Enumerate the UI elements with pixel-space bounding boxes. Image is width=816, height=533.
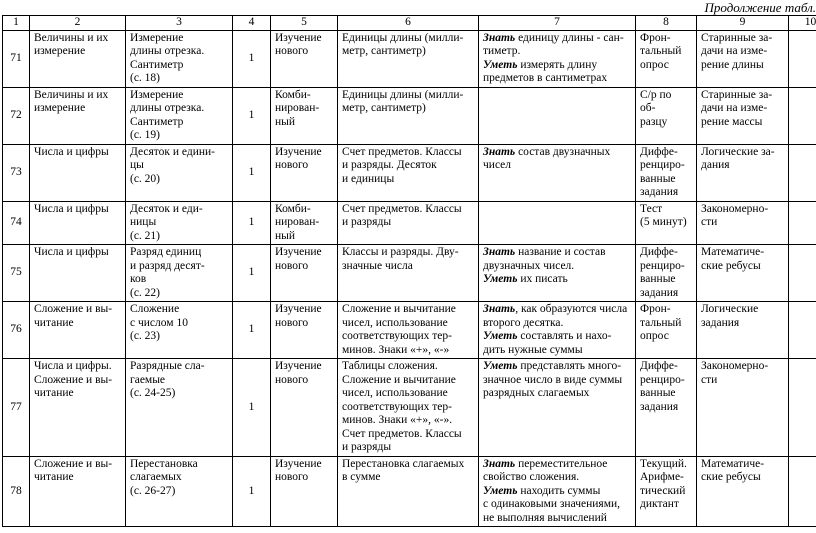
requirement-line [483, 360, 631, 374]
content-line: и разряды. Десяток [342, 159, 437, 171]
table-row [3, 30, 816, 87]
requirement-line [483, 32, 631, 46]
control-line: Фрон- [640, 31, 671, 44]
topic-line: Разряд единиц [130, 246, 202, 258]
section-line: читание [34, 316, 74, 329]
extra-line: рение длины [701, 58, 764, 71]
control-cell [636, 30, 697, 87]
requirement-keyword: Уметь [483, 330, 518, 342]
extra-line: дачи на изме- [701, 45, 768, 57]
control-line: ванные [640, 387, 676, 399]
topic-line: Перестановка [130, 457, 198, 470]
requirement-line [483, 344, 631, 358]
topic-line: (с. 24-25) [130, 387, 176, 399]
control-line: (5 минут) [640, 216, 687, 228]
col10-cell [789, 30, 816, 87]
content-line: и разряды [342, 216, 392, 228]
table-row [3, 359, 816, 457]
content-line: Счет предметов. Классы [342, 427, 462, 440]
content-line: чисел, использование [342, 387, 448, 399]
content-line: в сумме [342, 471, 381, 483]
content-cell [338, 201, 479, 245]
topic-cell [126, 144, 233, 201]
content-line: Таблицы сложения. [342, 360, 438, 372]
column-header: 4 [233, 16, 271, 31]
table-caption: Продолжение табл. [704, 0, 816, 15]
column-header: 5 [271, 16, 338, 31]
requirement-line [483, 471, 631, 485]
content-line: минов. Знаки «+», «-» [342, 343, 450, 356]
topic-line: Десяток и еди- [130, 202, 203, 215]
section-cell [30, 359, 126, 457]
extra-line: дачи на изме- [701, 102, 768, 114]
extra-cell [697, 245, 789, 302]
section-cell [30, 456, 126, 527]
extra-cell [697, 359, 789, 457]
col10-cell [789, 245, 816, 302]
col10-cell [789, 456, 816, 527]
content-cell [338, 144, 479, 201]
control-line: ванные [640, 172, 676, 185]
lesson-number-cell: 77 [3, 359, 30, 457]
lesson-type-cell [271, 144, 338, 201]
control-line: Текущий. [640, 457, 687, 470]
requirement-line [483, 59, 631, 73]
hours-cell: 1 [233, 201, 271, 245]
extra-cell [697, 201, 789, 245]
type-line: ный [275, 229, 296, 242]
content-line: чисел, использование [342, 316, 448, 329]
section-line: читание [34, 471, 74, 483]
lesson-number-cell: 72 [3, 87, 30, 144]
extra-cell [697, 302, 789, 359]
requirement-keyword: Уметь [483, 484, 518, 497]
requirement-text: не выполняя вычислений [483, 511, 607, 524]
type-line: Изучение [275, 360, 322, 372]
control-line: Диффе- [640, 246, 678, 258]
control-cell [636, 245, 697, 302]
section-cell [30, 245, 126, 302]
col10-cell [789, 144, 816, 201]
hours-cell: 1 [233, 456, 271, 527]
requirement-keyword: Знать [483, 31, 516, 44]
extra-line: дания [701, 159, 730, 171]
control-cell [636, 302, 697, 359]
requirement-line [483, 273, 631, 287]
col10-cell [789, 359, 816, 457]
column-header: 10 [789, 16, 816, 31]
lesson-type-cell [271, 87, 338, 144]
content-cell [338, 359, 479, 457]
control-line: С/р по [640, 88, 672, 101]
topic-line: Сложение [130, 303, 180, 315]
requirement-text: чисел [483, 159, 512, 171]
hours-cell: 1 [233, 359, 271, 457]
topic-cell [126, 302, 233, 359]
table-row [3, 245, 816, 302]
requirement-line [483, 246, 631, 260]
lesson-type-cell [271, 30, 338, 87]
section-line: Сложение и вы- [34, 303, 113, 315]
requirement-keyword: Уметь [483, 273, 518, 285]
topic-line: длины отрезка. [130, 45, 205, 57]
lesson-number-cell: 73 [3, 144, 30, 201]
requirement-text: их писать [517, 273, 568, 285]
control-line: ренциро- [640, 259, 685, 272]
extra-line: рение массы [701, 115, 763, 128]
control-cell [636, 359, 697, 457]
type-line: Изучение [275, 31, 322, 44]
topic-line: Измерение [130, 31, 184, 44]
content-line: соответствующих тер- [342, 330, 452, 342]
hours-cell: 1 [233, 87, 271, 144]
column-header: 9 [697, 16, 789, 31]
extra-line: ские ребусы [701, 471, 761, 483]
hours-cell: 1 [233, 30, 271, 87]
topic-line: с числом 10 [130, 316, 188, 329]
topic-line: (с. 18) [130, 72, 161, 84]
section-cell [30, 87, 126, 144]
table-row [3, 87, 816, 144]
requirement-line [483, 159, 631, 173]
requirement-text: значное число в виде суммы [483, 373, 623, 386]
topic-line: (с. 21) [130, 229, 161, 242]
section-cell [30, 144, 126, 201]
requirements-cell [479, 359, 636, 457]
content-cell [338, 245, 479, 302]
type-line: нирован- [275, 216, 320, 228]
requirement-line [483, 303, 631, 317]
control-line: тический [640, 484, 686, 497]
column-header: 6 [338, 16, 479, 31]
requirement-line [483, 458, 631, 472]
requirement-text: свойство сложения. [483, 471, 580, 483]
hours-cell: 1 [233, 302, 271, 359]
content-line: и разряды [342, 441, 392, 453]
topic-line: ков [130, 273, 147, 285]
control-line: Фрон- [640, 303, 671, 315]
column-header: 2 [30, 16, 126, 31]
control-line: задания [640, 400, 679, 413]
requirement-line [483, 260, 631, 274]
type-line: Изучение [275, 303, 322, 315]
control-line: Диффе- [640, 360, 678, 372]
extra-line: сти [701, 373, 718, 386]
extra-line: Математиче- [701, 457, 765, 470]
table-row [3, 302, 816, 359]
topic-line: (с. 26-27) [130, 484, 176, 497]
content-line: Счет предметов. Классы [342, 202, 462, 215]
control-line: ренциро- [640, 159, 685, 171]
control-line: диктант [640, 498, 679, 510]
section-cell [30, 302, 126, 359]
extra-line: Логические [701, 303, 759, 315]
hours-cell: 1 [233, 245, 271, 302]
extra-line: Закономерно- [701, 360, 769, 372]
header-row [3, 16, 816, 31]
topic-line: (с. 19) [130, 129, 161, 141]
control-line: об- [640, 102, 656, 114]
requirement-line [483, 72, 631, 86]
column-header: 8 [636, 16, 697, 31]
col10-cell [789, 87, 816, 144]
content-line: метр, сантиметр) [342, 45, 426, 57]
content-line: Единицы длины (милли- [342, 31, 464, 44]
section-line: измерение [34, 102, 86, 114]
requirements-cell [479, 30, 636, 87]
requirement-text: , как образуются числа [515, 303, 628, 315]
content-line: минов. Знаки «+», «-». [342, 414, 453, 426]
section-line: Величины и их [34, 31, 109, 44]
control-line: тальный [640, 316, 682, 329]
type-line: нового [275, 45, 309, 57]
extra-line: Математиче- [701, 246, 765, 258]
control-cell [636, 87, 697, 144]
extra-cell [697, 144, 789, 201]
column-header: 1 [3, 16, 30, 31]
lesson-type-cell [271, 245, 338, 302]
control-line: ренциро- [640, 373, 685, 386]
column-header: 7 [479, 16, 636, 31]
requirement-keyword: Знать [483, 303, 516, 315]
type-line: нового [275, 259, 309, 272]
content-line: Сложение и вычитание [342, 303, 456, 315]
requirement-keyword: Уметь [483, 58, 518, 71]
requirement-line [483, 374, 631, 388]
requirement-text: название и состав [515, 246, 606, 258]
extra-line: ские ребусы [701, 259, 761, 272]
requirements-cell [479, 245, 636, 302]
extra-cell [697, 87, 789, 144]
control-line: Арифме- [640, 471, 684, 483]
section-line: Числа и цифры [34, 246, 109, 258]
topic-cell [126, 87, 233, 144]
requirement-text: второго десятка. [483, 316, 564, 329]
type-line: Комби- [275, 88, 311, 101]
requirement-text: находить суммы [517, 484, 601, 497]
requirement-line [483, 45, 631, 59]
type-line: Изучение [275, 145, 322, 158]
topic-line: (с. 22) [130, 286, 161, 299]
requirement-line [483, 317, 631, 331]
control-line: задания [640, 286, 679, 299]
content-line: Перестановка слагаемых [342, 457, 465, 470]
requirements-cell [479, 144, 636, 201]
content-cell [338, 30, 479, 87]
requirements-cell [479, 456, 636, 527]
requirement-line [483, 498, 631, 512]
section-line: измерение [34, 45, 86, 57]
lesson-number-cell: 78 [3, 456, 30, 527]
type-line: ный [275, 115, 296, 128]
topic-line: гаемые [130, 373, 166, 386]
section-line: Числа и цифры. [34, 360, 112, 372]
topic-line: Разрядные сла- [130, 360, 205, 372]
table-row [3, 201, 816, 245]
extra-cell [697, 456, 789, 527]
topic-cell [126, 30, 233, 87]
lesson-type-cell [271, 302, 338, 359]
topic-line: ницы [130, 216, 157, 228]
content-line: и единицы [342, 172, 395, 185]
control-line: тальный [640, 45, 682, 57]
lesson-type-cell [271, 456, 338, 527]
topic-cell [126, 359, 233, 457]
topic-line: длины отрезка. [130, 102, 205, 114]
requirement-keyword: Знать [483, 145, 516, 158]
column-header: 3 [126, 16, 233, 31]
lesson-number-cell: 74 [3, 201, 30, 245]
requirement-keyword: Знать [483, 246, 516, 258]
requirement-keyword: Знать [483, 457, 516, 470]
section-line: Сложение и вы- [34, 457, 113, 470]
lesson-type-cell [271, 201, 338, 245]
col10-cell [789, 302, 816, 359]
control-line: задания [640, 186, 679, 198]
control-cell [636, 456, 697, 527]
topic-cell [126, 201, 233, 245]
topic-line: Сантиметр [130, 58, 184, 71]
requirement-text: с одинаковыми значениями, [483, 498, 621, 510]
requirement-line [483, 387, 631, 401]
type-line: нирован- [275, 102, 320, 114]
content-line: Единицы длины (милли- [342, 88, 464, 101]
hours-cell: 1 [233, 144, 271, 201]
section-cell [30, 201, 126, 245]
requirement-line [483, 485, 631, 499]
type-line: нового [275, 159, 309, 171]
topic-line: (с. 23) [130, 330, 161, 342]
extra-line: Логические за- [701, 145, 775, 158]
content-line: Классы и разряды. Дву- [342, 246, 459, 258]
content-cell [338, 87, 479, 144]
topic-line: и разряд десят- [130, 259, 205, 272]
requirements-cell [479, 87, 636, 144]
section-line: Числа и цифры [34, 202, 109, 215]
content-line: соответствующих тер- [342, 400, 452, 413]
requirement-line [483, 512, 631, 526]
control-line: разцу [640, 115, 668, 128]
topic-line: Десяток и едини- [130, 145, 215, 158]
section-cell [30, 30, 126, 87]
content-line: Счет предметов. Классы [342, 145, 462, 158]
section-line: Числа и цифры [34, 145, 109, 158]
requirement-text: разрядных слагаемых [483, 387, 590, 399]
extra-cell [697, 30, 789, 87]
control-cell [636, 201, 697, 245]
control-line: опрос [640, 58, 669, 71]
topic-cell [126, 456, 233, 527]
type-line: нового [275, 471, 309, 483]
topic-cell [126, 245, 233, 302]
topic-line: (с. 20) [130, 172, 161, 185]
requirement-text: состав двузначных [515, 145, 611, 158]
content-line: значные числа [342, 259, 413, 272]
lesson-number-cell: 76 [3, 302, 30, 359]
lesson-type-cell [271, 359, 338, 457]
type-line: нового [275, 316, 309, 329]
content-cell [338, 302, 479, 359]
requirement-text: представлять много- [517, 360, 622, 372]
extra-line: Закономерно- [701, 202, 769, 215]
control-cell [636, 144, 697, 201]
requirement-text: предметов в сантиметрах [483, 72, 608, 84]
type-line: нового [275, 373, 309, 386]
content-line: метр, сантиметр) [342, 102, 426, 114]
requirement-keyword: Уметь [483, 360, 518, 372]
type-line: Изучение [275, 246, 322, 258]
requirement-text: измерять длину [517, 58, 598, 71]
section-line: Величины и их [34, 88, 109, 101]
section-line: Сложение и вы- [34, 373, 113, 386]
control-line: ванные [640, 273, 676, 285]
section-line: читание [34, 387, 74, 399]
topic-line: слагаемых [130, 471, 182, 483]
requirement-text: тиметр. [483, 45, 521, 57]
content-cell [338, 456, 479, 527]
table-row [3, 456, 816, 527]
requirements-cell [479, 302, 636, 359]
control-line: опрос [640, 330, 669, 342]
topic-line: Измерение [130, 88, 184, 101]
type-line: Комби- [275, 202, 311, 215]
content-line: Сложение и вычитание [342, 373, 456, 386]
lesson-number-cell: 71 [3, 30, 30, 87]
requirements-cell [479, 201, 636, 245]
control-line: Диффе- [640, 145, 678, 158]
extra-line: задания [701, 316, 740, 329]
topic-line: цы [130, 159, 144, 171]
topic-line: Сантиметр [130, 115, 184, 128]
extra-line: Старинные за- [701, 88, 773, 101]
requirement-line [483, 330, 631, 344]
col10-cell [789, 201, 816, 245]
table-row [3, 144, 816, 201]
control-line: Тест [640, 202, 663, 215]
lesson-plan-table [2, 15, 816, 527]
requirement-text: переместительное [515, 457, 608, 470]
requirement-text: составлять и нахо- [517, 330, 612, 342]
lesson-number-cell: 75 [3, 245, 30, 302]
extra-line: Старинные за- [701, 31, 773, 44]
type-line: Изучение [275, 457, 322, 470]
extra-line: сти [701, 216, 718, 228]
requirement-text: дить нужные суммы [483, 343, 583, 356]
requirement-line [483, 146, 631, 160]
requirement-text: единицу длины - сан- [515, 31, 624, 44]
requirement-text: двузначных чисел. [483, 259, 575, 272]
